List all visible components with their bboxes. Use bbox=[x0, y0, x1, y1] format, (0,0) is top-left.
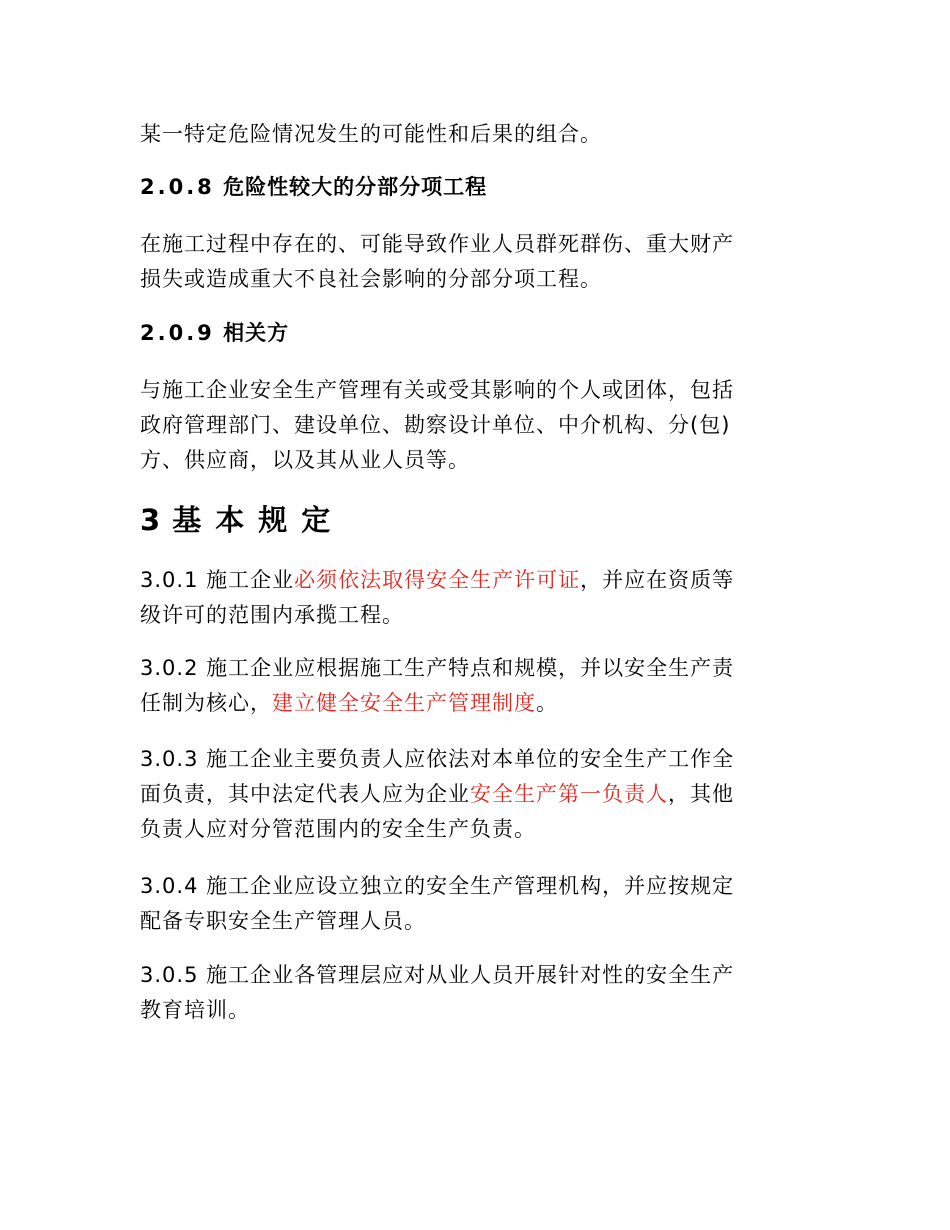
text-line: 3.0.3 施工企业主要负责人应依法对本单位的安全生产工作全 bbox=[140, 747, 735, 771]
text-line: 负责人应对分管范围内的安全生产负责。 bbox=[140, 817, 536, 841]
paragraph-related-parties bbox=[140, 373, 810, 478]
clause-3-0-1 bbox=[140, 563, 810, 633]
text-line: 损失或造成重大不良社会影响的分部分项工程。 bbox=[140, 267, 602, 291]
clause-text: 。 bbox=[536, 691, 558, 715]
text-line: 方、供应商，以及其从业人员等。 bbox=[140, 448, 470, 472]
section-title: 相关方 bbox=[223, 321, 290, 345]
paragraph-risk-definition: 某一特定危险情况发生的可能性和后果的组合。 bbox=[140, 122, 602, 146]
clause-3-0-5 bbox=[140, 958, 810, 1028]
text-line: 配备专职安全生产管理人员。 bbox=[140, 909, 426, 933]
clause-3-0-4 bbox=[140, 869, 810, 939]
highlighted-text: 建立健全安全生产管理制度 bbox=[272, 691, 536, 715]
text-line: 3.0.5 施工企业各管理层应对从业人员开展针对性的安全生产 bbox=[140, 963, 735, 987]
highlighted-text: 安全生产第一负责人 bbox=[470, 782, 668, 806]
text-line: 与施工企业安全生产管理有关或受其影响的个人或团体，包括 bbox=[140, 378, 734, 402]
clause-text: 任制为核心， bbox=[140, 691, 272, 715]
clause-3-0-2 bbox=[140, 651, 810, 721]
paragraph-dangerous-works bbox=[140, 227, 810, 297]
clause-text: 面负责，其中法定代表人应为企业 bbox=[140, 782, 470, 806]
text-line: 在施工过程中存在的、可能导致作业人员群死群伤、重大财产 bbox=[140, 232, 734, 256]
text-line: 3.0.2 施工企业应根据施工生产特点和规模，并以安全生产责 bbox=[140, 656, 735, 680]
section-number: 2.0.9 bbox=[140, 321, 215, 345]
text-line bbox=[140, 686, 810, 721]
text-line: 级许可的范围内承揽工程。 bbox=[140, 603, 404, 627]
chapter-title: 基本规定 bbox=[172, 503, 345, 537]
clause-text: 3.0.1 施工企业 bbox=[140, 568, 295, 592]
clause-text: ，其他 bbox=[668, 782, 734, 806]
text-line: 政府管理部门、建设单位、勘察设计单位、中介机构、分(包) bbox=[140, 413, 731, 437]
text-line bbox=[140, 563, 810, 598]
text-line: 3.0.4 施工企业应设立独立的安全生产管理机构，并应按规定 bbox=[140, 874, 735, 898]
section-number: 2.0.8 bbox=[140, 175, 215, 199]
section-heading-2-0-9 bbox=[140, 316, 810, 351]
section-heading-2-0-8 bbox=[140, 170, 810, 205]
highlighted-text: 必须依法取得安全生产许可证 bbox=[294, 568, 581, 592]
text-line: 教育培训。 bbox=[140, 998, 250, 1022]
clause-text: ，并应在资质等 bbox=[580, 568, 735, 592]
section-title: 危险性较大的分部分项工程 bbox=[223, 175, 488, 199]
chapter-number: 3 bbox=[140, 503, 161, 537]
chapter-heading-3 bbox=[140, 498, 810, 542]
clause-3-0-3 bbox=[140, 742, 810, 847]
text-line bbox=[140, 777, 810, 812]
